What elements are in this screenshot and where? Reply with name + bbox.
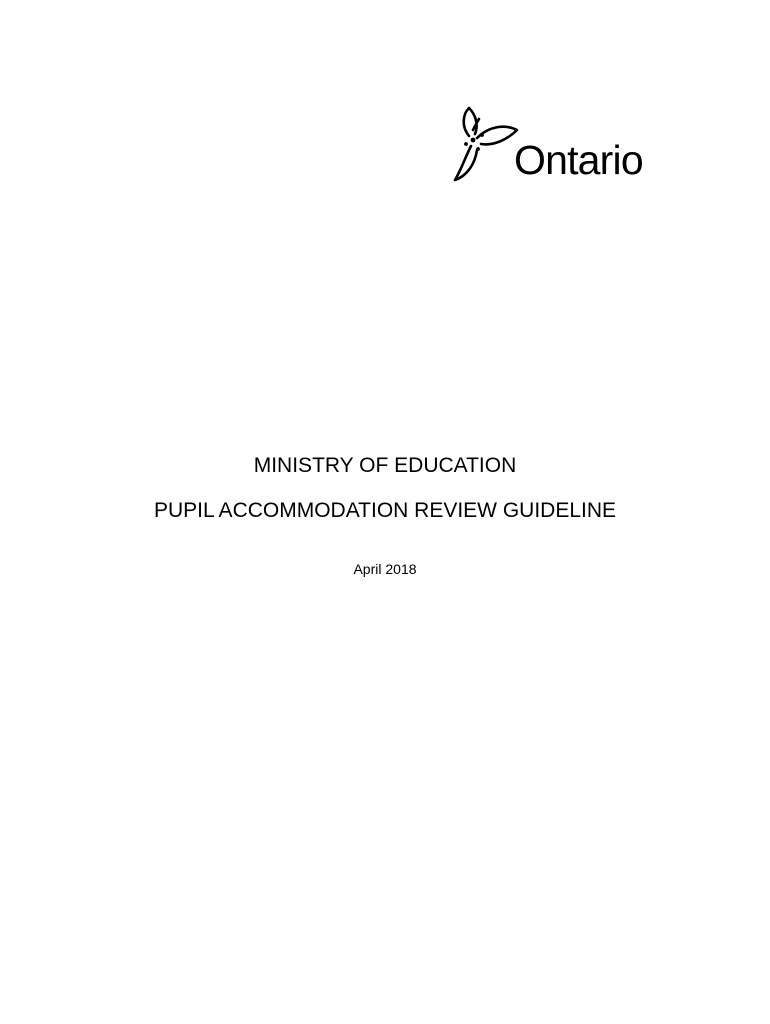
ministry-heading: MINISTRY OF EDUCATION — [253, 454, 517, 477]
publication-date: April 2018 — [353, 561, 417, 577]
document-title: PUPIL ACCOMMODATION REVIEW GUIDELINE — [153, 499, 617, 522]
ontario-logo — [451, 104, 666, 186]
trillium-icon — [451, 106, 523, 184]
ontario-wordmark: Ontario — [514, 137, 643, 183]
